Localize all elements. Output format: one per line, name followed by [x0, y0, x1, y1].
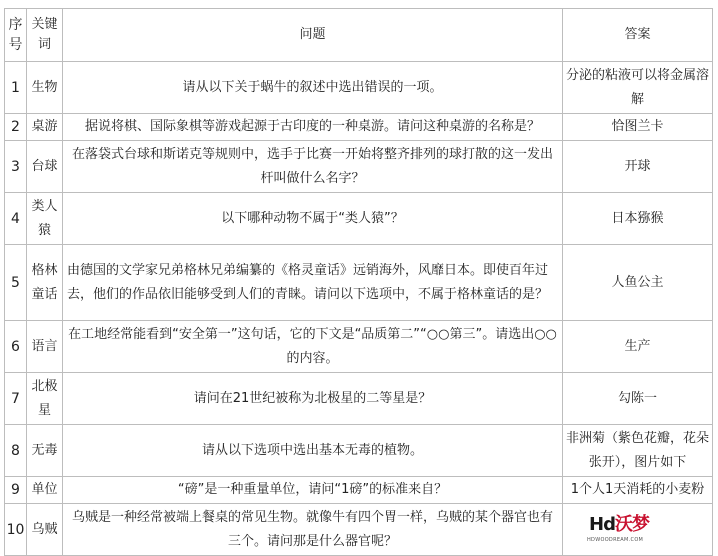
row-question: “磅”是一种重量单位，请问“1磅”的标准来自？ — [63, 477, 563, 504]
row-index: 6 — [5, 321, 27, 373]
header-question: 问题 — [63, 9, 563, 62]
row-question: 乌贼是一种经常被端上餐桌的常见生物。就像牛有四个胃一样，乌贼的某个器官也有三个。请问那是什么器官呢？ — [63, 504, 563, 556]
row-question: 据说将棋、国际象棋等游戏起源于古印度的一种桌游。请问这种桌游的名称是？ — [63, 114, 563, 141]
row-question: 请从以下选项中选出基本无毒的植物。 — [63, 425, 563, 477]
table-row — [5, 477, 713, 504]
watermark-logo — [585, 510, 655, 548]
row-answer: 开球 — [563, 141, 713, 193]
row-keyword: 单位 — [27, 477, 63, 504]
row-answer: 分泌的粘液可以将金属溶解 — [563, 62, 713, 114]
table-row — [5, 114, 713, 141]
header-keyword: 关键词 — [27, 9, 63, 62]
row-index: 7 — [5, 373, 27, 425]
row-question: 请从以下关于蜗牛的叙述中选出错误的一项。 — [63, 62, 563, 114]
row-index: 5 — [5, 245, 27, 321]
row-answer: 勾陈一 — [563, 373, 713, 425]
table-row — [5, 62, 713, 114]
row-answer: 日本猕猴 — [563, 193, 713, 245]
row-index: 3 — [5, 141, 27, 193]
table-row — [5, 141, 713, 193]
row-keyword: 格林童话 — [27, 245, 63, 321]
row-question: 请问在21世纪被称为北极星的二等星是？ — [63, 373, 563, 425]
row-keyword: 语言 — [27, 321, 63, 373]
row-keyword: 乌贼 — [27, 504, 63, 556]
row-index: 9 — [5, 477, 27, 504]
row-keyword: 类人猿 — [27, 193, 63, 245]
row-index: 1 — [5, 62, 27, 114]
row-index: 10 — [5, 504, 27, 556]
table-row — [5, 373, 713, 425]
row-index: 2 — [5, 114, 27, 141]
watermark-sub: HDWOODREAM.COM — [587, 537, 644, 543]
header-index: 序号 — [5, 9, 27, 62]
row-index: 8 — [5, 425, 27, 477]
row-keyword: 台球 — [27, 141, 63, 193]
quiz-table — [4, 8, 713, 556]
row-keyword: 生物 — [27, 62, 63, 114]
row-question: 在工地经常能看到“安全第一”这句话，它的下文是“品质第二”“○○第三”。请选出○○的内容。 — [63, 321, 563, 373]
row-answer: 生产 — [563, 321, 713, 373]
row-answer: 1个人1天消耗的小麦粉 — [563, 477, 713, 504]
row-index: 4 — [5, 193, 27, 245]
table-row — [5, 193, 713, 245]
row-keyword: 桌游 — [27, 114, 63, 141]
table-row — [5, 425, 713, 477]
row-answer: 非洲菊（紫色花瓣，花朵张开），图片如下 — [563, 425, 713, 477]
table-header-row — [5, 9, 713, 62]
row-question: 由德国的文学家兄弟格林兄弟编纂的《格灵童话》远销海外，风靡日本。即使百年过去，他们的作品依旧能够受到人们的青睐。请问以下选项中，不属于格林童话的是？ — [63, 245, 563, 321]
row-answer: 恰图兰卡 — [563, 114, 713, 141]
row-keyword: 北极星 — [27, 373, 63, 425]
row-keyword: 无毒 — [27, 425, 63, 477]
table-row — [5, 245, 713, 321]
watermark-cn: 沃梦 — [614, 514, 649, 535]
row-question: 在落袋式台球和斯诺克等规则中，选手于比赛一开始将整齐排列的球打散的这一发出杆叫做什么名字？ — [63, 141, 563, 193]
header-answer: 答案 — [563, 9, 713, 62]
row-answer: 人鱼公主 — [563, 245, 713, 321]
watermark-hd: Hd — [589, 514, 615, 535]
table-row — [5, 321, 713, 373]
row-question: 以下哪种动物不属于“类人猿”？ — [63, 193, 563, 245]
